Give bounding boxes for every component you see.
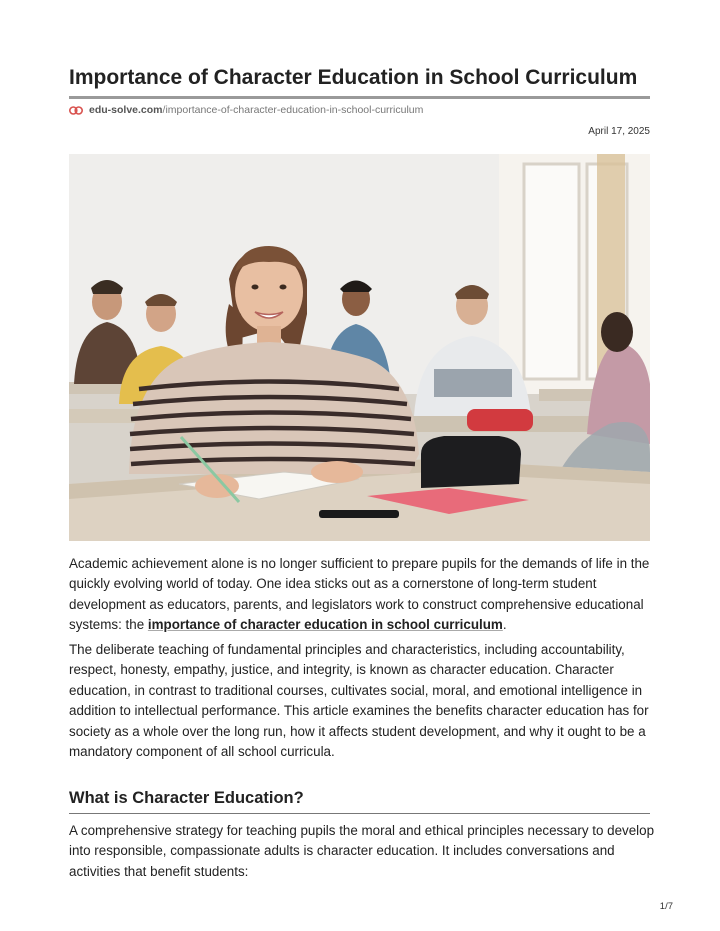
title-divider	[69, 96, 650, 99]
intro-text-end: .	[502, 617, 507, 633]
link-icon	[69, 106, 83, 115]
source-link[interactable]	[69, 104, 423, 116]
inline-article-link[interactable]: importance of character education in school curriculum	[147, 617, 503, 633]
page-title: Importance of Character Education in School Curriculum	[69, 66, 638, 89]
section-paragraph: A comprehensive strategy for teaching pupils the moral and ethical principles necessary to develop into responsible, compassionate adults is character education. It includes conversations and activities that benefit students:	[69, 823, 655, 879]
publish-date: April 17, 2025	[588, 126, 650, 137]
page-number: 1/7	[659, 901, 673, 912]
hero-image	[69, 154, 650, 541]
body-paragraph: The deliberate teaching of fundamental principles and characteristics, including accountability, respect, honesty, empathy, justice, and integrity, is known as character education. Character education, in contrast to traditional courses, cultivates social, moral, and emotional intelligence in addition to intellectual performance. This article examines the benefits character education has for society as a whole over the long run, how it affects student development, and why it ought to be a mandatory component of all school curricula.	[69, 642, 649, 760]
intro-paragraph	[69, 554, 655, 636]
source-domain[interactable]: edu-solve.com	[89, 104, 163, 116]
section-divider	[69, 813, 650, 814]
section-heading: What is Character Education?	[69, 789, 304, 807]
source-path[interactable]: /importance-of-character-education-in-school-curriculum	[162, 104, 424, 116]
intro-text: Academic achievement alone is no longer sufficient to prepare pupils for the demands of life in the quickly evolving world of today. One idea sticks out as a cornerstone of long-term student development as educators, parents, and legislators work to construct comprehensive educational systems: the	[69, 556, 650, 633]
